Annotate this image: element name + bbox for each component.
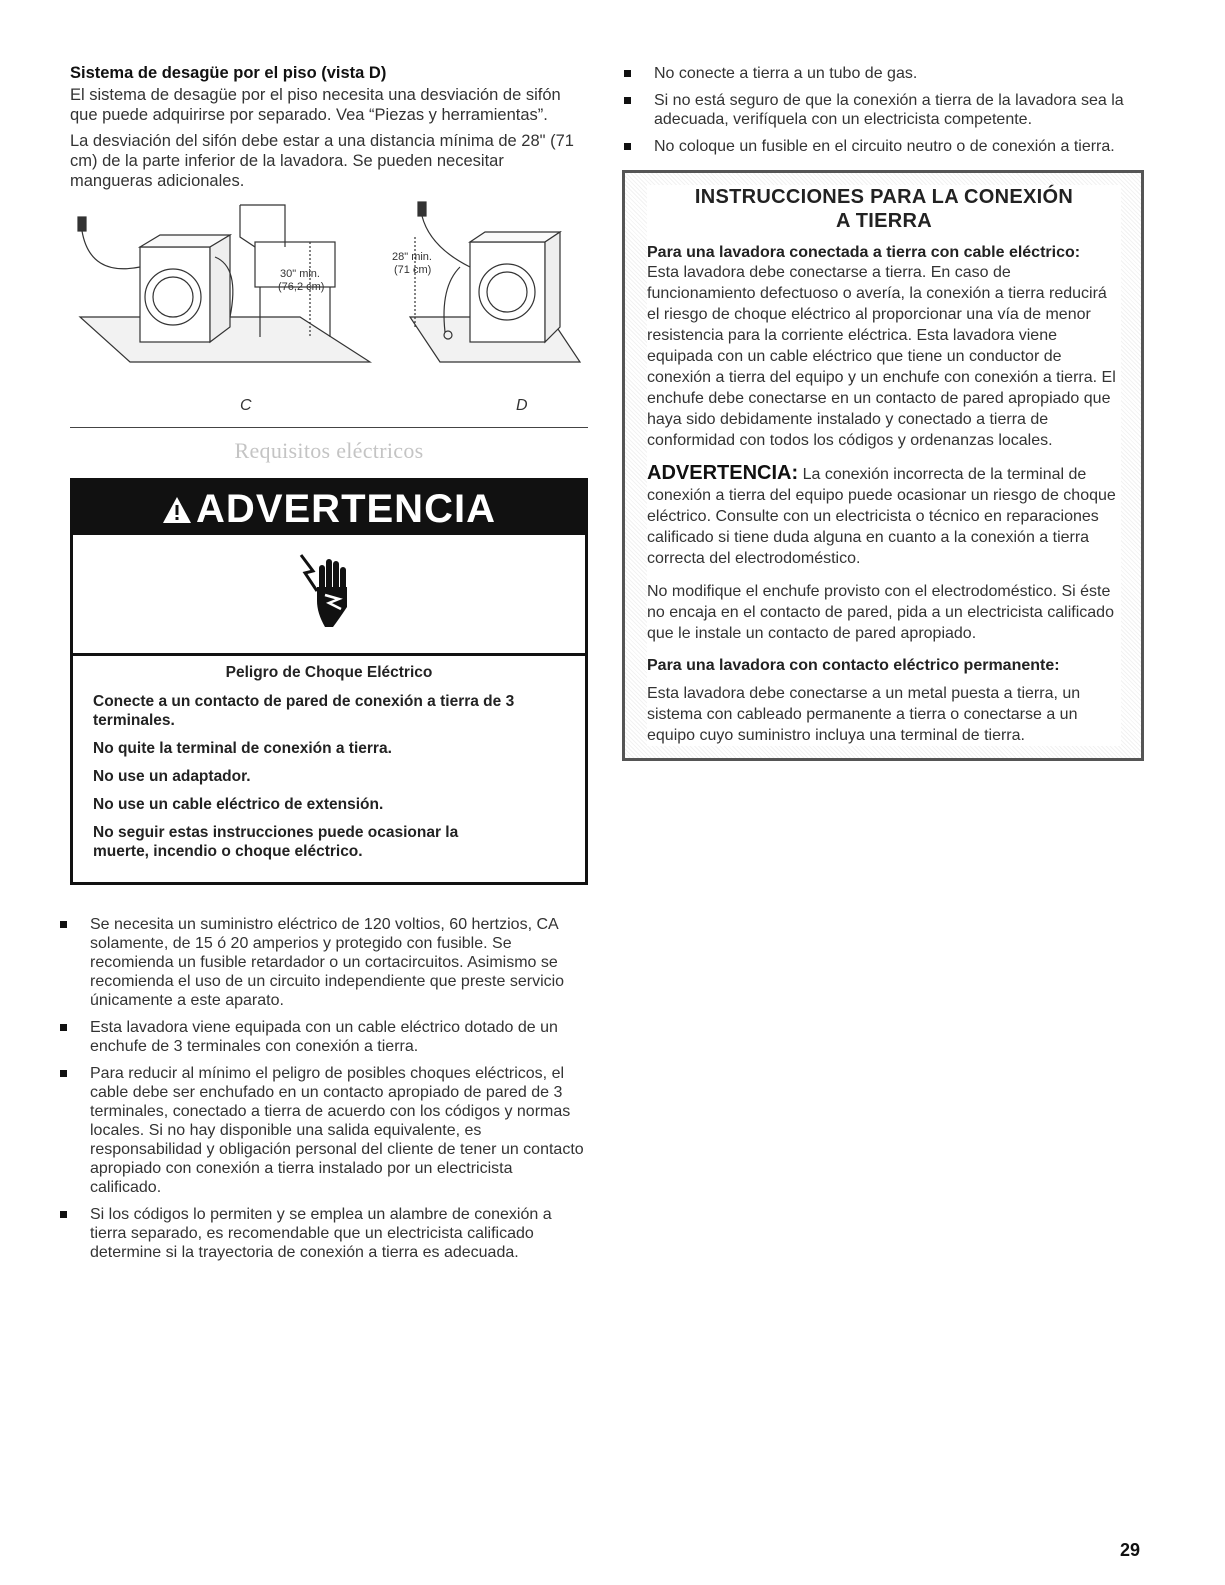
warning-line: Conecte a un contacto de pared de conexión a tierra de 3 terminales. xyxy=(93,693,515,729)
list-item: Para reducir al mínimo el peligro de posibles choques eléctricos, el cable debe ser enchufado en un contacto apropiado de pared de 3 terminales, conectado a tierra de acuerdo con los códigos y normas locales. Si no hay disponible una salida equivalente, es responsabilidad y obligación personal del cliente de tener un contacto apropiado con conexión a tierra instalado por un electricista calificado. xyxy=(58,1064,588,1197)
advertencia-text: La conexión incorrecta de la terminal de conexión a tierra del equipo puede ocasionar un riesgo de choque eléctrico. Consulte con un electricista o técnico en reparaciones calificado si tiene duda alguna en cuanto a la conexión a tierra correcta del electrodoméstico. xyxy=(647,466,1116,567)
warning-subtitle: Peligro de Choque Eléctrico xyxy=(225,664,433,681)
shock-hazard-icon-area xyxy=(73,535,585,656)
figure-label-c: C xyxy=(240,397,252,414)
permanent-connection-heading: Para una lavadora con contacto eléctrico permanente: xyxy=(647,657,1060,674)
cord-connected-text: Esta lavadora debe conectarse a tierra. En caso de funcionamiento defectuoso o avería, la conexión a tierra reducirá el riesgo de choque eléctrico al proporcionar una vía de menor resistencia para la corriente eléctrica. Esta lavadora viene equipada con un cable eléctrico que tiene un conductor de conexión a tierra del equipo y un enchufe con conexión a tierra. El enchufe debe conectarse en un contacto de pared apropiado que haya sido debidamente instalado y conectado a tierra de conformidad con todos los códigos y ordenanzas locales. xyxy=(647,264,1116,449)
view-d-illustration xyxy=(410,202,580,362)
grounding-title-line-1: INSTRUCCIONES PARA LA CONEXIÓN xyxy=(694,186,1074,208)
cord-connected-heading: Para una lavadora conectada a tierra con cable eléctrico: xyxy=(647,244,1081,261)
list-item: Si los códigos lo permiten y se emplea un alambre de conexión a tierra separado, es recomendable que un electricista calificado determine si la trayectoria de conexión a tierra es adecuada. xyxy=(58,1205,588,1262)
right-column xyxy=(622,64,1144,761)
grounding-box-content xyxy=(647,185,1121,746)
warning-body xyxy=(73,656,585,882)
list-item: No conecte a tierra a un tubo de gas. xyxy=(622,64,1144,83)
view-c-illustration xyxy=(78,205,370,362)
grounding-instructions-box xyxy=(622,170,1144,761)
view-d-dim-line2: (71 cm) xyxy=(394,264,432,276)
grounding-box-title xyxy=(647,185,1121,233)
list-item: Si no está seguro de que la conexión a tierra de la lavadora sea la adecuada, verifíquela con un electricista competente. xyxy=(622,91,1144,129)
view-c-dim-line1: 30" min. xyxy=(280,268,320,280)
grounding-bullets xyxy=(622,64,1144,156)
list-item: Se necesita un suministro eléctrico de 120 voltios, 60 hertzios, CA solamente, de 15 ó 20 amperios y protegido con fusible. Se recomienda un fusible retardador o un cortacircuitos. Asimismo se recomienda el uso de un circuito independiente que preste servicio únicamente a este aparato. xyxy=(58,915,588,1010)
view-d-dim-line1: 28" min. xyxy=(392,251,432,263)
list-item: Esta lavadora viene equipada con un cable eléctrico dotado de un enchufe de 3 terminales con conexión a tierra. xyxy=(58,1018,588,1056)
warning-line: No seguir estas instrucciones puede ocasionar la muerte, incendio o choque eléctrico. xyxy=(93,824,459,860)
view-c-dim-line2: (76,2 cm) xyxy=(278,281,325,293)
warning-box xyxy=(70,478,588,885)
section-divider xyxy=(70,427,588,428)
warning-line: No use un adaptador. xyxy=(93,768,251,785)
incorrect-connection-warning xyxy=(647,463,1121,569)
floor-drain-para-2: La desviación del sifón debe estar a una distancia mínima de 28" (71 cm) de la parte inferior de la lavadora. Se pueden necesitar mangueras adicionales. xyxy=(70,132,574,190)
list-item: No coloque un fusible en el circuito neutro o de conexión a tierra. xyxy=(622,137,1144,156)
warning-line: No quite la terminal de conexión a tierra. xyxy=(93,740,392,757)
figure-label-d: D xyxy=(516,397,528,414)
warning-line: No use un cable eléctrico de extensión. xyxy=(93,796,384,813)
drain-illustration xyxy=(70,197,588,414)
grounding-title-line-2: A TIERRA xyxy=(835,210,933,232)
floor-drain-heading: Sistema de desagüe por el piso (vista D) xyxy=(70,64,387,82)
advertencia-label: ADVERTENCIA: xyxy=(647,462,799,484)
page-number: 29 xyxy=(1119,1540,1140,1560)
left-column xyxy=(70,64,588,1270)
electric-shock-hand-icon xyxy=(299,551,359,631)
permanent-connection-text: Esta lavadora debe conectarse a un metal puesta a tierra, un sistema con cableado permanente a tierra o conectarse a un equipo cuyo suministro incluya una terminal de tierra. xyxy=(647,685,1081,744)
washer-drain-diagrams xyxy=(70,197,588,397)
electrical-requirements-title: Requisitos eléctricos xyxy=(234,438,424,463)
warning-title: ADVERTENCIA xyxy=(196,487,496,531)
warning-header xyxy=(73,481,585,535)
warning-triangle-icon xyxy=(162,483,192,539)
do-not-modify-plug-text: No modifique el enchufe provisto con el electrodoméstico. Si éste no encaja en el contacto de pared, pida a un electricista calificado que le instale un contacto de pared apropiado. xyxy=(647,583,1114,642)
floor-drain-para-1: El sistema de desagüe por el piso necesita una desviación de sifón que puede adquirirse por separado. Vea “Piezas y herramientas”. xyxy=(70,86,561,124)
electrical-bullets xyxy=(58,915,588,1262)
